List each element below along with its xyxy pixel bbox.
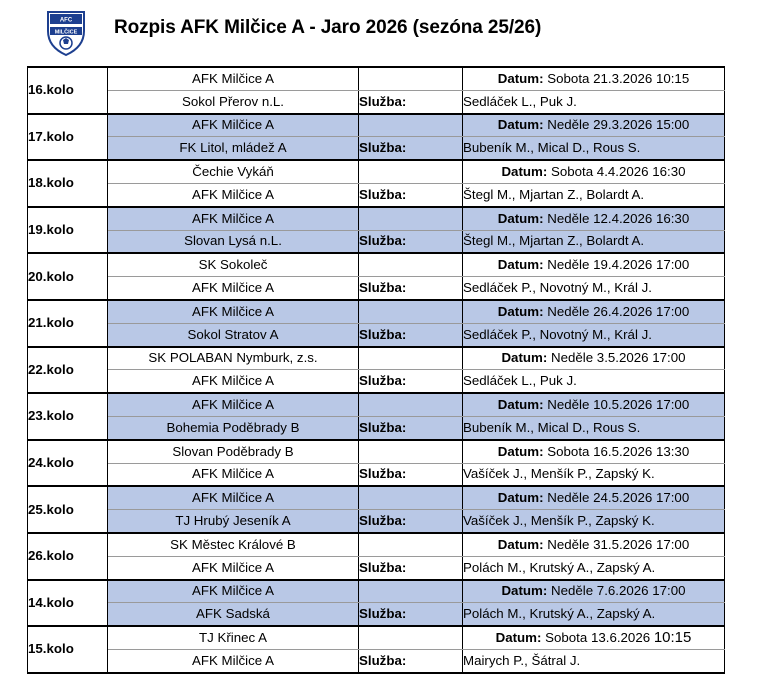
away-team: AFK Milčice A [108,277,359,300]
match-time: 10:15 [653,629,692,647]
table-row [28,370,725,393]
match-date: Neděle 29.3.2026 15:00 [547,117,690,133]
datum-label: Datum: [497,397,544,413]
datum-cell [463,580,725,603]
away-team: AFK Milčice A [108,183,359,206]
home-team: AFK Milčice A [108,67,359,90]
sluzba-names: Bubeník M., Mical D., Rous S. [463,416,725,439]
away-team: AFK Milčice A [108,649,359,672]
match-date: Neděle 26.4.2026 17:00 [547,303,690,319]
round-number: 22.kolo [28,347,108,394]
round-block [28,207,725,254]
page-header [0,0,765,66]
table-row [28,207,725,230]
match-date: Sobota 16.5.2026 13:30 [547,443,690,459]
empty-cell [359,253,463,276]
table-row [28,533,725,556]
club-crest-icon [46,9,86,57]
sluzba-names: Polách M., Krutský A., Zapský A. [463,603,725,626]
round-block [28,486,725,533]
datum-cell [463,253,725,276]
home-team: AFK Milčice A [108,300,359,323]
schedule-table [27,66,725,674]
match-date: Neděle 24.5.2026 17:00 [547,490,690,506]
sluzba-label: Služba: [359,603,463,626]
datum-label: Datum: [497,117,544,133]
table-row [28,230,725,253]
sluzba-names: Vašíček J., Menšík P., Zapský K. [463,463,725,486]
crest-top-text: AFC [59,17,73,24]
empty-cell [359,67,463,90]
datum-label: Datum: [497,70,544,86]
sluzba-label: Služba: [359,323,463,346]
empty-cell [359,486,463,509]
sluzba-label: Služba: [359,463,463,486]
datum-cell [463,114,725,137]
home-team: AFK Milčice A [108,486,359,509]
round-number: 25.kolo [28,486,108,533]
sluzba-label: Služba: [359,183,463,206]
crest-name-text: MILČICE [54,29,78,36]
round-number: 26.kolo [28,533,108,580]
sluzba-label: Služba: [359,137,463,160]
round-block [28,67,725,114]
round-number: 15.kolo [28,626,108,673]
match-date: Sobota 13.6.2026 [545,630,651,646]
table-row [28,347,725,370]
sluzba-names: Sedláček P., Novotný M., Král J. [463,323,725,346]
datum-cell [463,300,725,323]
empty-cell [359,580,463,603]
sluzba-label: Služba: [359,416,463,439]
match-date: Neděle 12.4.2026 16:30 [547,210,690,226]
empty-cell [359,300,463,323]
datum-label: Datum: [497,210,544,226]
match-date: Sobota 21.3.2026 10:15 [547,70,690,86]
round-block [28,253,725,300]
sluzba-names: Vašíček J., Menšík P., Zapský K. [463,510,725,533]
table-row [28,137,725,160]
home-team: TJ Křinec A [108,626,359,649]
datum-cell [463,347,725,370]
datum-label: Datum: [495,630,542,646]
sluzba-label: Služba: [359,90,463,113]
home-team: AFK Milčice A [108,580,359,603]
sluzba-names: Sedláček P., Novotný M., Král J. [463,277,725,300]
datum-cell [463,486,725,509]
empty-cell [359,626,463,649]
datum-cell [463,160,725,183]
home-team: Čechie Vykáň [108,160,359,183]
datum-label: Datum: [501,350,548,366]
away-team: TJ Hrubý Jeseník A [108,510,359,533]
datum-label: Datum: [501,583,548,599]
away-team: AFK Milčice A [108,370,359,393]
datum-label: Datum: [497,303,544,319]
match-date: Neděle 7.6.2026 17:00 [550,583,686,599]
sluzba-label: Služba: [359,277,463,300]
empty-cell [359,207,463,230]
away-team: Sokol Stratov A [108,323,359,346]
home-team: AFK Milčice A [108,114,359,137]
round-number: 20.kolo [28,253,108,300]
home-team: Slovan Poděbrady B [108,440,359,463]
round-number: 21.kolo [28,300,108,347]
page-title: Rozpis AFK Milčice A - Jaro 2026 (sezóna 25/26) [114,17,542,38]
round-block [28,347,725,394]
empty-cell [359,114,463,137]
datum-cell [463,440,725,463]
empty-cell [359,347,463,370]
round-number: 16.kolo [28,67,108,114]
round-number: 23.kolo [28,393,108,440]
datum-label: Datum: [497,257,544,273]
table-row [28,556,725,579]
table-row [28,649,725,672]
round-block [28,533,725,580]
away-team: Sokol Přerov n.L. [108,90,359,113]
match-date: Neděle 31.5.2026 17:00 [547,536,690,552]
match-date: Neděle 3.5.2026 17:00 [550,350,686,366]
round-number: 17.kolo [28,114,108,161]
sluzba-names: Sedláček L., Puk J. [463,370,725,393]
table-row [28,440,725,463]
home-team: AFK Milčice A [108,207,359,230]
empty-cell [359,533,463,556]
away-team: Bohemia Poděbrady B [108,416,359,439]
sluzba-label: Služba: [359,556,463,579]
datum-label: Datum: [501,164,548,180]
empty-cell [359,393,463,416]
table-row [28,183,725,206]
home-team: SK Sokoleč [108,253,359,276]
empty-cell [359,160,463,183]
away-team: AFK Milčice A [108,556,359,579]
away-team: Slovan Lysá n.L. [108,230,359,253]
sluzba-names: Polách M., Krutský A., Zapský A. [463,556,725,579]
datum-cell [463,207,725,230]
home-team: SK POLABAN Nymburk, z.s. [108,347,359,370]
round-number: 24.kolo [28,440,108,487]
round-number: 19.kolo [28,207,108,254]
table-row [28,393,725,416]
match-date: Neděle 10.5.2026 17:00 [547,397,690,413]
sluzba-label: Služba: [359,649,463,672]
datum-cell [463,393,725,416]
table-row [28,300,725,323]
table-row [28,90,725,113]
sluzba-names: Štegl M., Mjartan Z., Bolardt A. [463,183,725,206]
datum-cell [463,626,725,649]
table-row [28,160,725,183]
home-team: AFK Milčice A [108,393,359,416]
table-row [28,580,725,603]
sluzba-label: Služba: [359,230,463,253]
round-block [28,626,725,673]
home-team: SK Městec Králové B [108,533,359,556]
table-row [28,416,725,439]
table-row [28,603,725,626]
datum-label: Datum: [497,490,544,506]
datum-cell [463,533,725,556]
round-number: 14.kolo [28,580,108,627]
away-team: AFK Sadská [108,603,359,626]
sluzba-names: Bubeník M., Mical D., Rous S. [463,137,725,160]
table-row [28,510,725,533]
table-row [28,67,725,90]
datum-cell [463,67,725,90]
table-row [28,486,725,509]
sluzba-names: Mairych P., Šátral J. [463,649,725,672]
table-row [28,277,725,300]
round-block [28,580,725,627]
table-row [28,114,725,137]
round-block [28,114,725,161]
round-block [28,440,725,487]
table-row [28,626,725,649]
datum-label: Datum: [497,536,544,552]
round-block [28,160,725,207]
table-row [28,463,725,486]
round-number: 18.kolo [28,160,108,207]
datum-label: Datum: [497,443,544,459]
empty-cell [359,440,463,463]
round-block [28,393,725,440]
sluzba-label: Služba: [359,370,463,393]
round-block [28,300,725,347]
match-date: Neděle 19.4.2026 17:00 [547,257,690,273]
match-date: Sobota 4.4.2026 16:30 [550,164,686,180]
away-team: AFK Milčice A [108,463,359,486]
table-row [28,253,725,276]
away-team: FK Litol, mládež A [108,137,359,160]
sluzba-label: Služba: [359,510,463,533]
sluzba-names: Štegl M., Mjartan Z., Bolardt A. [463,230,725,253]
sluzba-names: Sedláček L., Puk J. [463,90,725,113]
table-row [28,323,725,346]
